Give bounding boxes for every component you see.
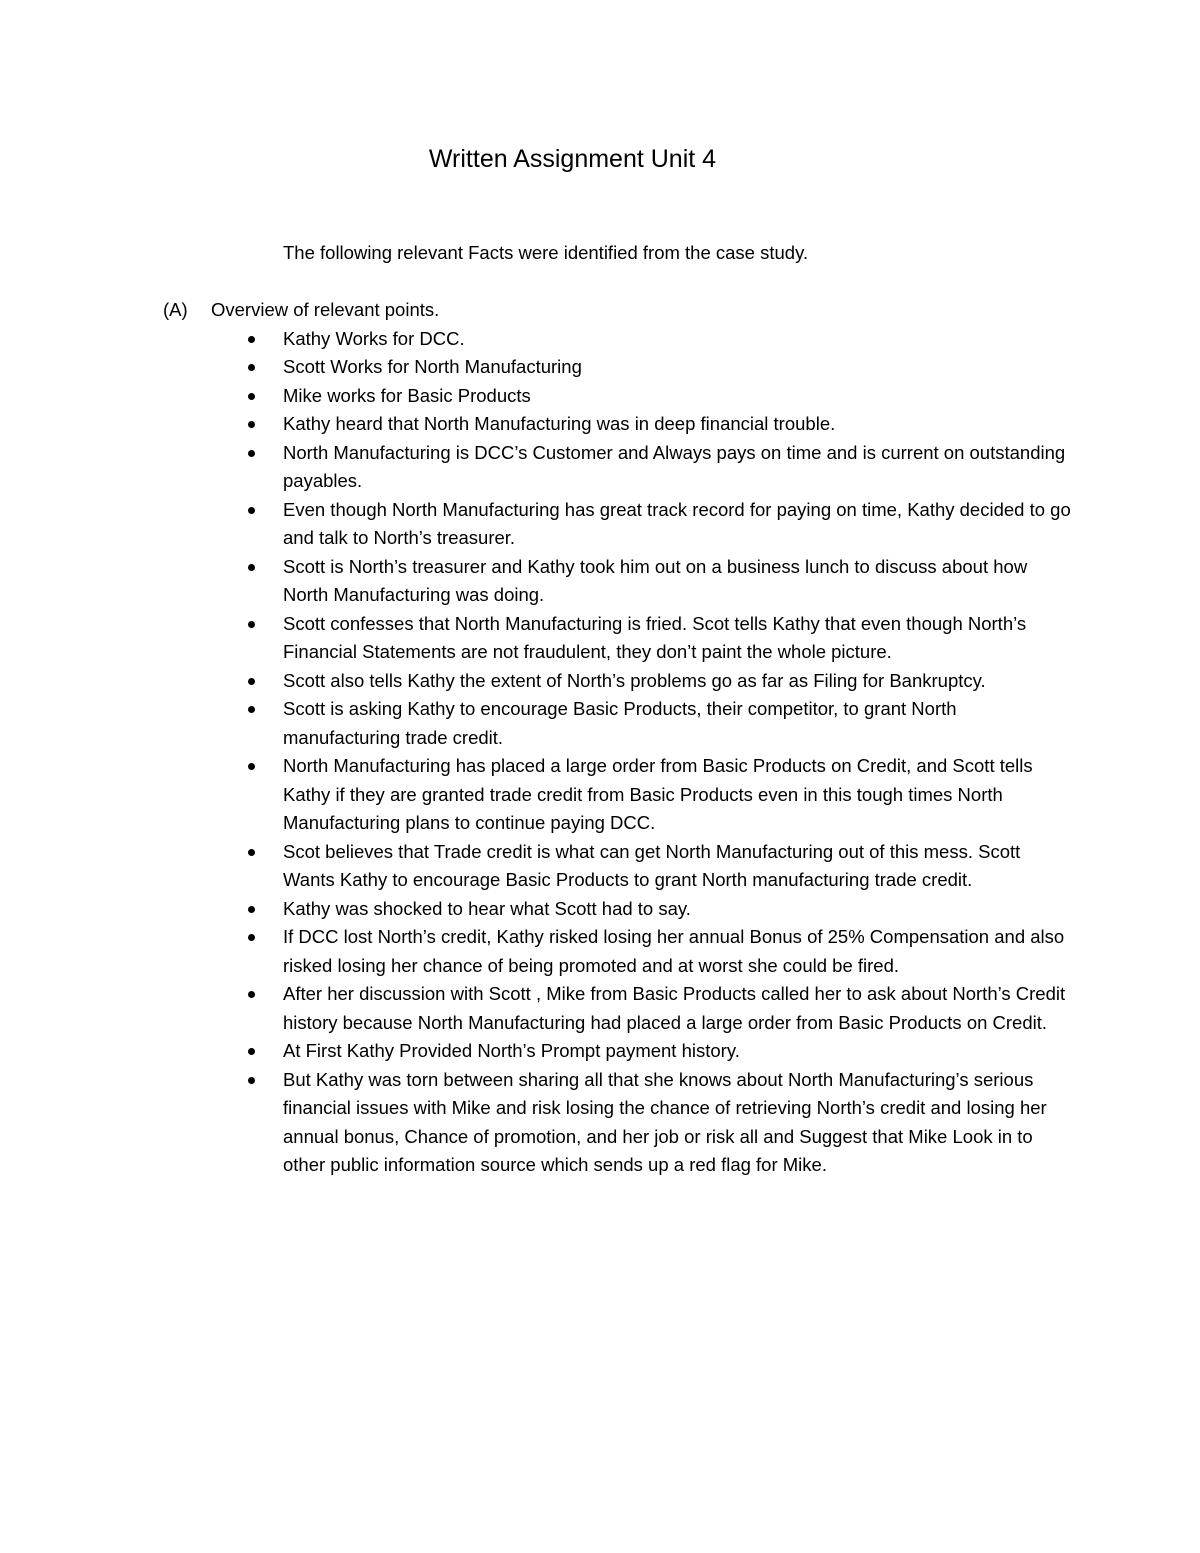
bullet-icon (248, 564, 255, 571)
bullet-icon (248, 364, 255, 371)
section-heading-text: Overview of relevant points. (211, 299, 440, 320)
bullet-icon (248, 450, 255, 457)
list-item-text: Scott is North’s treasurer and Kathy took him out on a business lunch to discuss about how North Manufacturing was doing. (283, 555, 1028, 605)
list-item (283, 980, 1073, 1037)
bullet-icon (248, 763, 255, 770)
list-item (283, 439, 1073, 496)
list-item-text: Scot believes that Trade credit is what can get North Manufacturing out of this mess. Scott Wants Kathy to encourage Basic Products to grant North manufacturing trade credit. (283, 840, 1021, 890)
list-item (283, 1066, 1073, 1180)
list-item-text: Kathy Works for DCC. (283, 327, 465, 349)
list-item (283, 325, 1073, 354)
list-item-text: After her discussion with Scott , Mike from Basic Products called her to ask about North’s Credit history because North Manufacturing had placed a large order from Basic Products on Credit. (283, 983, 1066, 1033)
list-item (283, 553, 1073, 610)
section-heading (163, 296, 439, 325)
list-item-text: But Kathy was torn between sharing all that she knows about North Manufacturing’s serious financial issues with Mike and risk losing the chance of retrieving North’s credit and losing her annual bonus, Chance of promotion, and her job or risk all and Suggest that Mike Look in to other public information source which sends up a red flag for Mike. (283, 1068, 1047, 1175)
list-item (283, 610, 1073, 667)
list-item-text: North Manufacturing has placed a large order from Basic Products on Credit, and Scott tells Kathy if they are granted trade credit from Basic Products even in this tough times North Manufacturing plans to continue paying DCC. (283, 755, 1033, 833)
list-item (283, 695, 1073, 752)
list-item (283, 1037, 1073, 1066)
list-item (283, 838, 1073, 895)
facts-list (283, 325, 1073, 1180)
list-item-text: Kathy was shocked to hear what Scott had to say. (283, 897, 691, 919)
bullet-icon (248, 336, 255, 343)
bullet-icon (248, 849, 255, 856)
document-title: Written Assignment Unit 4 (428, 145, 717, 173)
bullet-icon (248, 421, 255, 428)
list-item-text: Scott also tells Kathy the extent of North’s problems go as far as Filing for Bankruptcy. (283, 669, 986, 691)
list-item-text: Scott is asking Kathy to encourage Basic Products, their competitor, to grant North manufacturing trade credit. (283, 698, 957, 748)
list-item (283, 496, 1073, 553)
intro-paragraph: The following relevant Facts were identified from the case study. (283, 242, 809, 263)
bullet-icon (248, 393, 255, 400)
list-item-text: Kathy heard that North Manufacturing was in deep financial trouble. (283, 413, 836, 434)
bullet-icon (248, 1077, 255, 1084)
bullet-icon (248, 507, 255, 514)
list-item-text: Scott confesses that North Manufacturing is fried. Scot tells Kathy that even though North’s Financial Statements are not fraudulent, they don’t paint the whole picture. (283, 612, 1027, 662)
list-item-text: Scott Works for North Manufacturing (283, 356, 582, 377)
bullet-icon (248, 678, 255, 685)
bullet-icon (248, 934, 255, 941)
list-item-text: If DCC lost North’s credit, Kathy risked losing her annual Bonus of 25% Compensation and also risked losing her chance of being promoted and at worst she could be fired. (283, 926, 1065, 976)
list-item (283, 353, 1073, 382)
list-item (283, 923, 1073, 980)
bullet-icon (248, 621, 255, 628)
list-item (283, 667, 1073, 696)
list-item-text: Mike works for Basic Products (283, 384, 531, 406)
bullet-icon (248, 706, 255, 713)
list-item (283, 410, 1073, 439)
bullet-icon (248, 906, 255, 913)
list-item (283, 752, 1073, 838)
bullet-icon (248, 1048, 255, 1055)
list-item (283, 382, 1073, 411)
list-item-text: Even though North Manufacturing has great track record for paying on time, Kathy decided to go and talk to North’s treasurer. (283, 498, 1071, 548)
bullet-icon (248, 991, 255, 998)
list-item (283, 895, 1073, 924)
list-item-text: At First Kathy Provided North’s Prompt payment history. (283, 1040, 740, 1061)
list-item-text: North Manufacturing is DCC’s Customer and Always pays on time and is current on outstanding payables. (283, 441, 1066, 491)
section-label: (A) (163, 299, 188, 320)
